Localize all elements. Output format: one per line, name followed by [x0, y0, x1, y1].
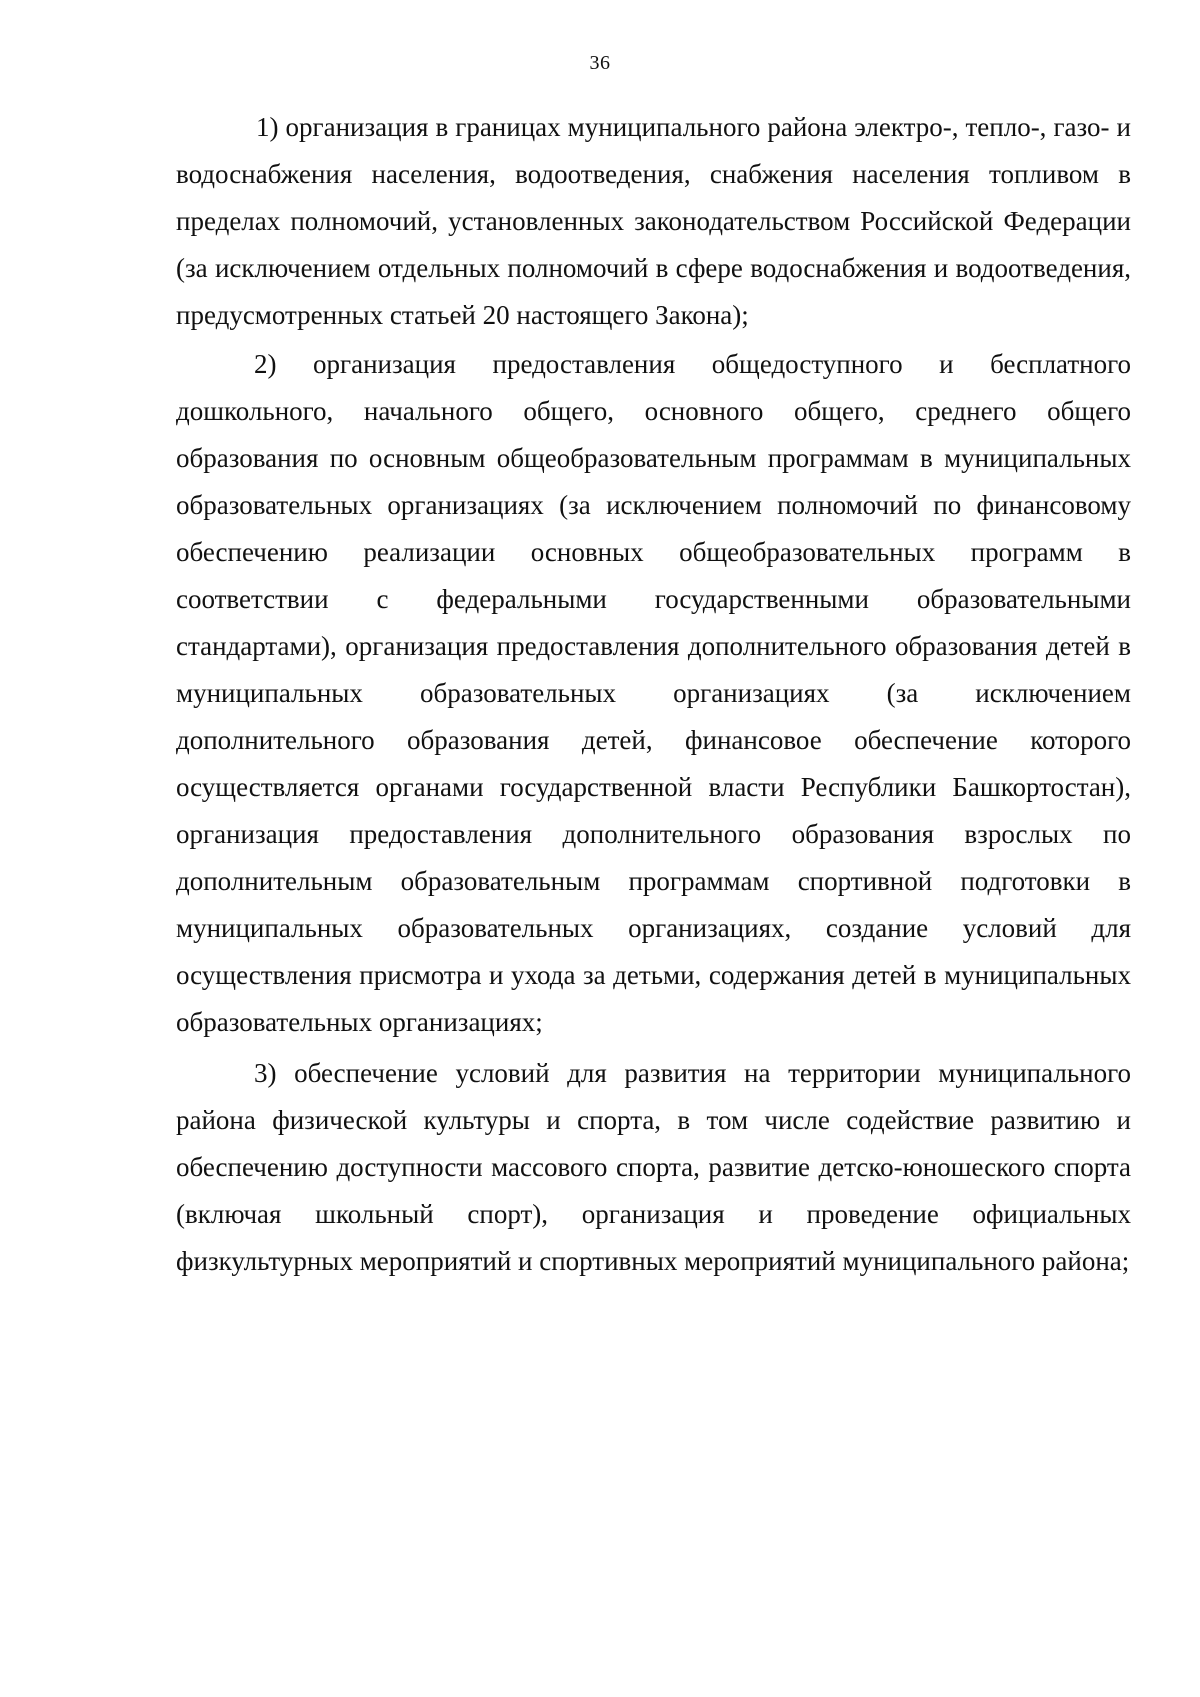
paragraph-item-2: 2) организация предоставления общедоступного и бесплатного дошкольного, начального общего, основного общего, среднего общего образования по основным общеобразовательным программам в муниципальных образовательных организациях (за исключением полномочий по финансовому обеспечению реализации основных общеобразовательных программ в соответствии с федеральными государственными образовательными стандартами), организация предоставления дополнительного образования детей в муниципальных образовательных организациях (за исключением дополнительного образования детей, финансовое обеспечение которого осуществляется органами государственной власти Республики Башкортостан), организация предоставления дополнительного образования взрослых по дополнительным образовательным программам спортивной подготовки в муниципальных образовательных организациях, создание условий для осуществления присмотра и ухода за детьми, содержания детей в муниципальных образовательных организациях;: [176, 349, 1131, 1037]
page-number: 36: [589, 52, 611, 74]
document-body: [176, 104, 1131, 1287]
paragraph-item-1: 1) организация в границах муниципального района электро-, тепло-, газо- и водоснабжения населения, водоотведения, снабжения населения топливом в пределах полномочий, установленных законодательством Российской Федерации (за исключением отдельных полномочий в сфере водоснабжения и водоотведения, предусмотренных статьей 20 настоящего Закона);: [176, 112, 1131, 330]
paragraph-item-3: 3) обеспечение условий для развития на территории муниципального района физической культуры и спорта, в том числе содействие развитию и обеспечению доступности массового спорта, развитие детско-юношеского спорта (включая школьный спорт), организация и проведение официальных физкультурных мероприятий и спортивных мероприятий муниципального района;: [176, 1058, 1131, 1276]
